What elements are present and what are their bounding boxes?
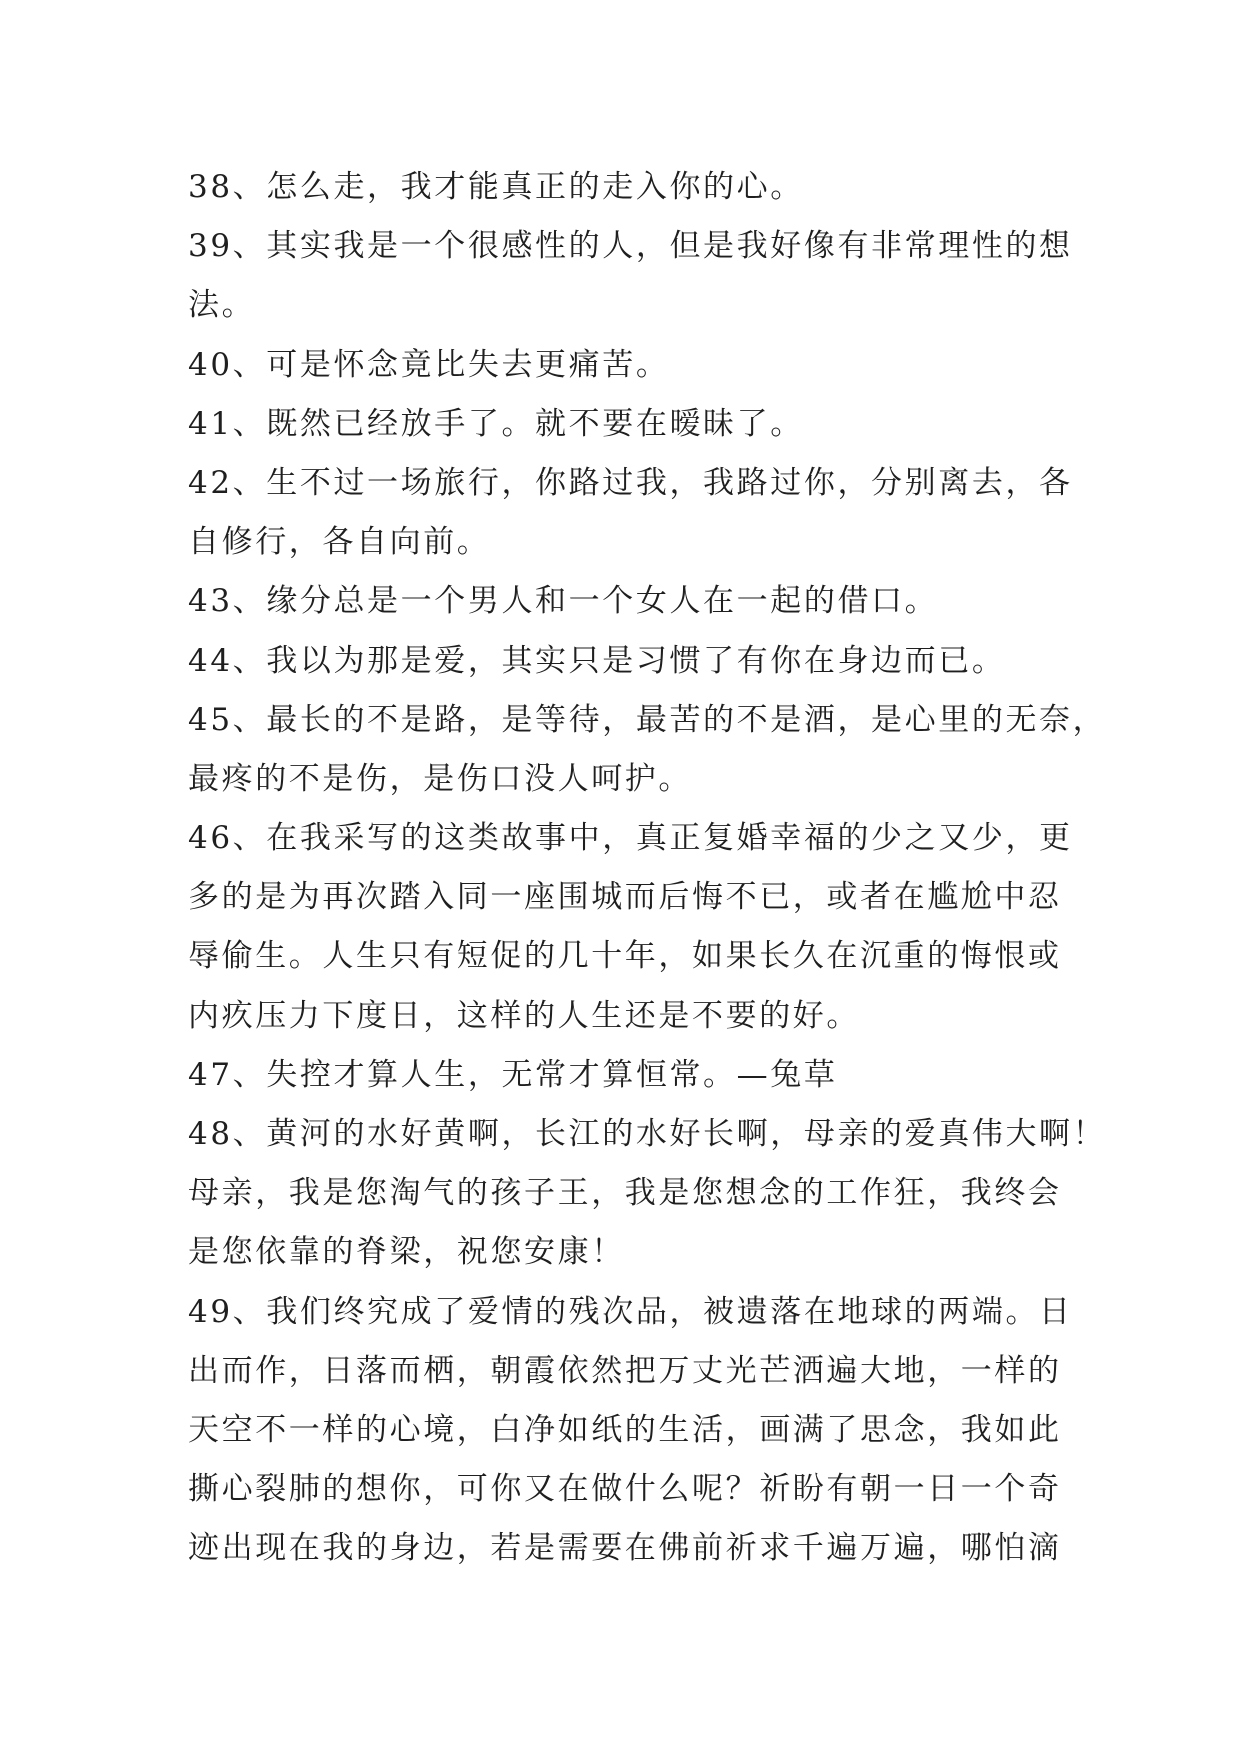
paragraph (188, 632, 1068, 691)
text-line: 42、生不过一场旅行，你路过我，我路过你，分别离去，各 (188, 464, 1073, 501)
paragraph (188, 336, 1068, 395)
text-line: 47、失控才算人生，无常才算恒常。—兔草 (188, 1056, 838, 1093)
text-line: 辱偷生。人生只有短促的几十年，如果长久在沉重的悔恨或 (188, 938, 1062, 975)
text-line: 38、怎么走，我才能真正的走入你的心。 (188, 169, 804, 205)
text-line: 46、在我采写的这类故事中，真正复婚幸福的少之又少，更 (188, 820, 1073, 857)
text-line: 多的是为再次踏入同一座围城而后悔不已，或者在尴尬中忍 (188, 879, 1062, 916)
text-line: 43、缘分总是一个男人和一个女人在一起的借口。 (188, 583, 939, 620)
text-line: 48、黄河的水好黄啊，长江的水好长啊，母亲的爱真伟大啊！ (188, 1116, 1107, 1152)
paragraph (188, 691, 1107, 809)
text-line: 母亲，我是您淘气的孩子王，我是您想念的工作狂，我终会 (188, 1175, 1062, 1212)
paragraph (188, 1046, 1068, 1105)
text-line: 撕心裂肺的想你，可你又在做什么呢？祈盼有朝一日一个奇 (188, 1471, 1062, 1508)
text-line: 41、既然已经放手了。就不要在暧昧了。 (188, 405, 804, 442)
paragraph (188, 809, 1073, 1046)
text-line: 44、我以为那是爱，其实只是习惯了有你在身边而已。 (188, 642, 1006, 679)
document-body (188, 158, 1107, 1579)
paragraph (188, 217, 1073, 335)
text-line: 是您依靠的脊梁，祝您安康！ (188, 1234, 625, 1271)
paragraph (188, 395, 1068, 454)
text-line: 49、我们终究成了爱情的残次品，被遗落在地球的两端。日 (188, 1293, 1073, 1330)
text-line: 法。 (188, 287, 256, 324)
paragraph (188, 1283, 1073, 1579)
text-line: 出而作，日落而栖，朝霞依然把万丈光芒洒遍大地，一样的 (188, 1352, 1062, 1389)
paragraph (188, 572, 1068, 631)
text-line: 40、可是怀念竟比失去更痛苦。 (188, 346, 670, 383)
text-line: 自修行，各自向前。 (188, 524, 491, 561)
text-line: 迹出现在我的身边，若是需要在佛前祈求千遍万遍，哪怕滴 (188, 1530, 1062, 1567)
paragraph (188, 1105, 1107, 1283)
text-line: 天空不一样的心境，白净如纸的生活，画满了思念，我如此 (188, 1411, 1062, 1448)
text-line: 内疚压力下度日，这样的人生还是不要的好。 (188, 997, 860, 1034)
paragraph (188, 454, 1073, 572)
text-line: 45、最长的不是路，是等待，最苦的不是酒，是心里的无奈， (188, 701, 1107, 738)
text-line: 39、其实我是一个很感性的人，但是我好像有非常理性的想 (188, 228, 1073, 265)
text-line: 最疼的不是伤，是伤口没人呵护。 (188, 760, 692, 797)
paragraph (188, 158, 1068, 217)
